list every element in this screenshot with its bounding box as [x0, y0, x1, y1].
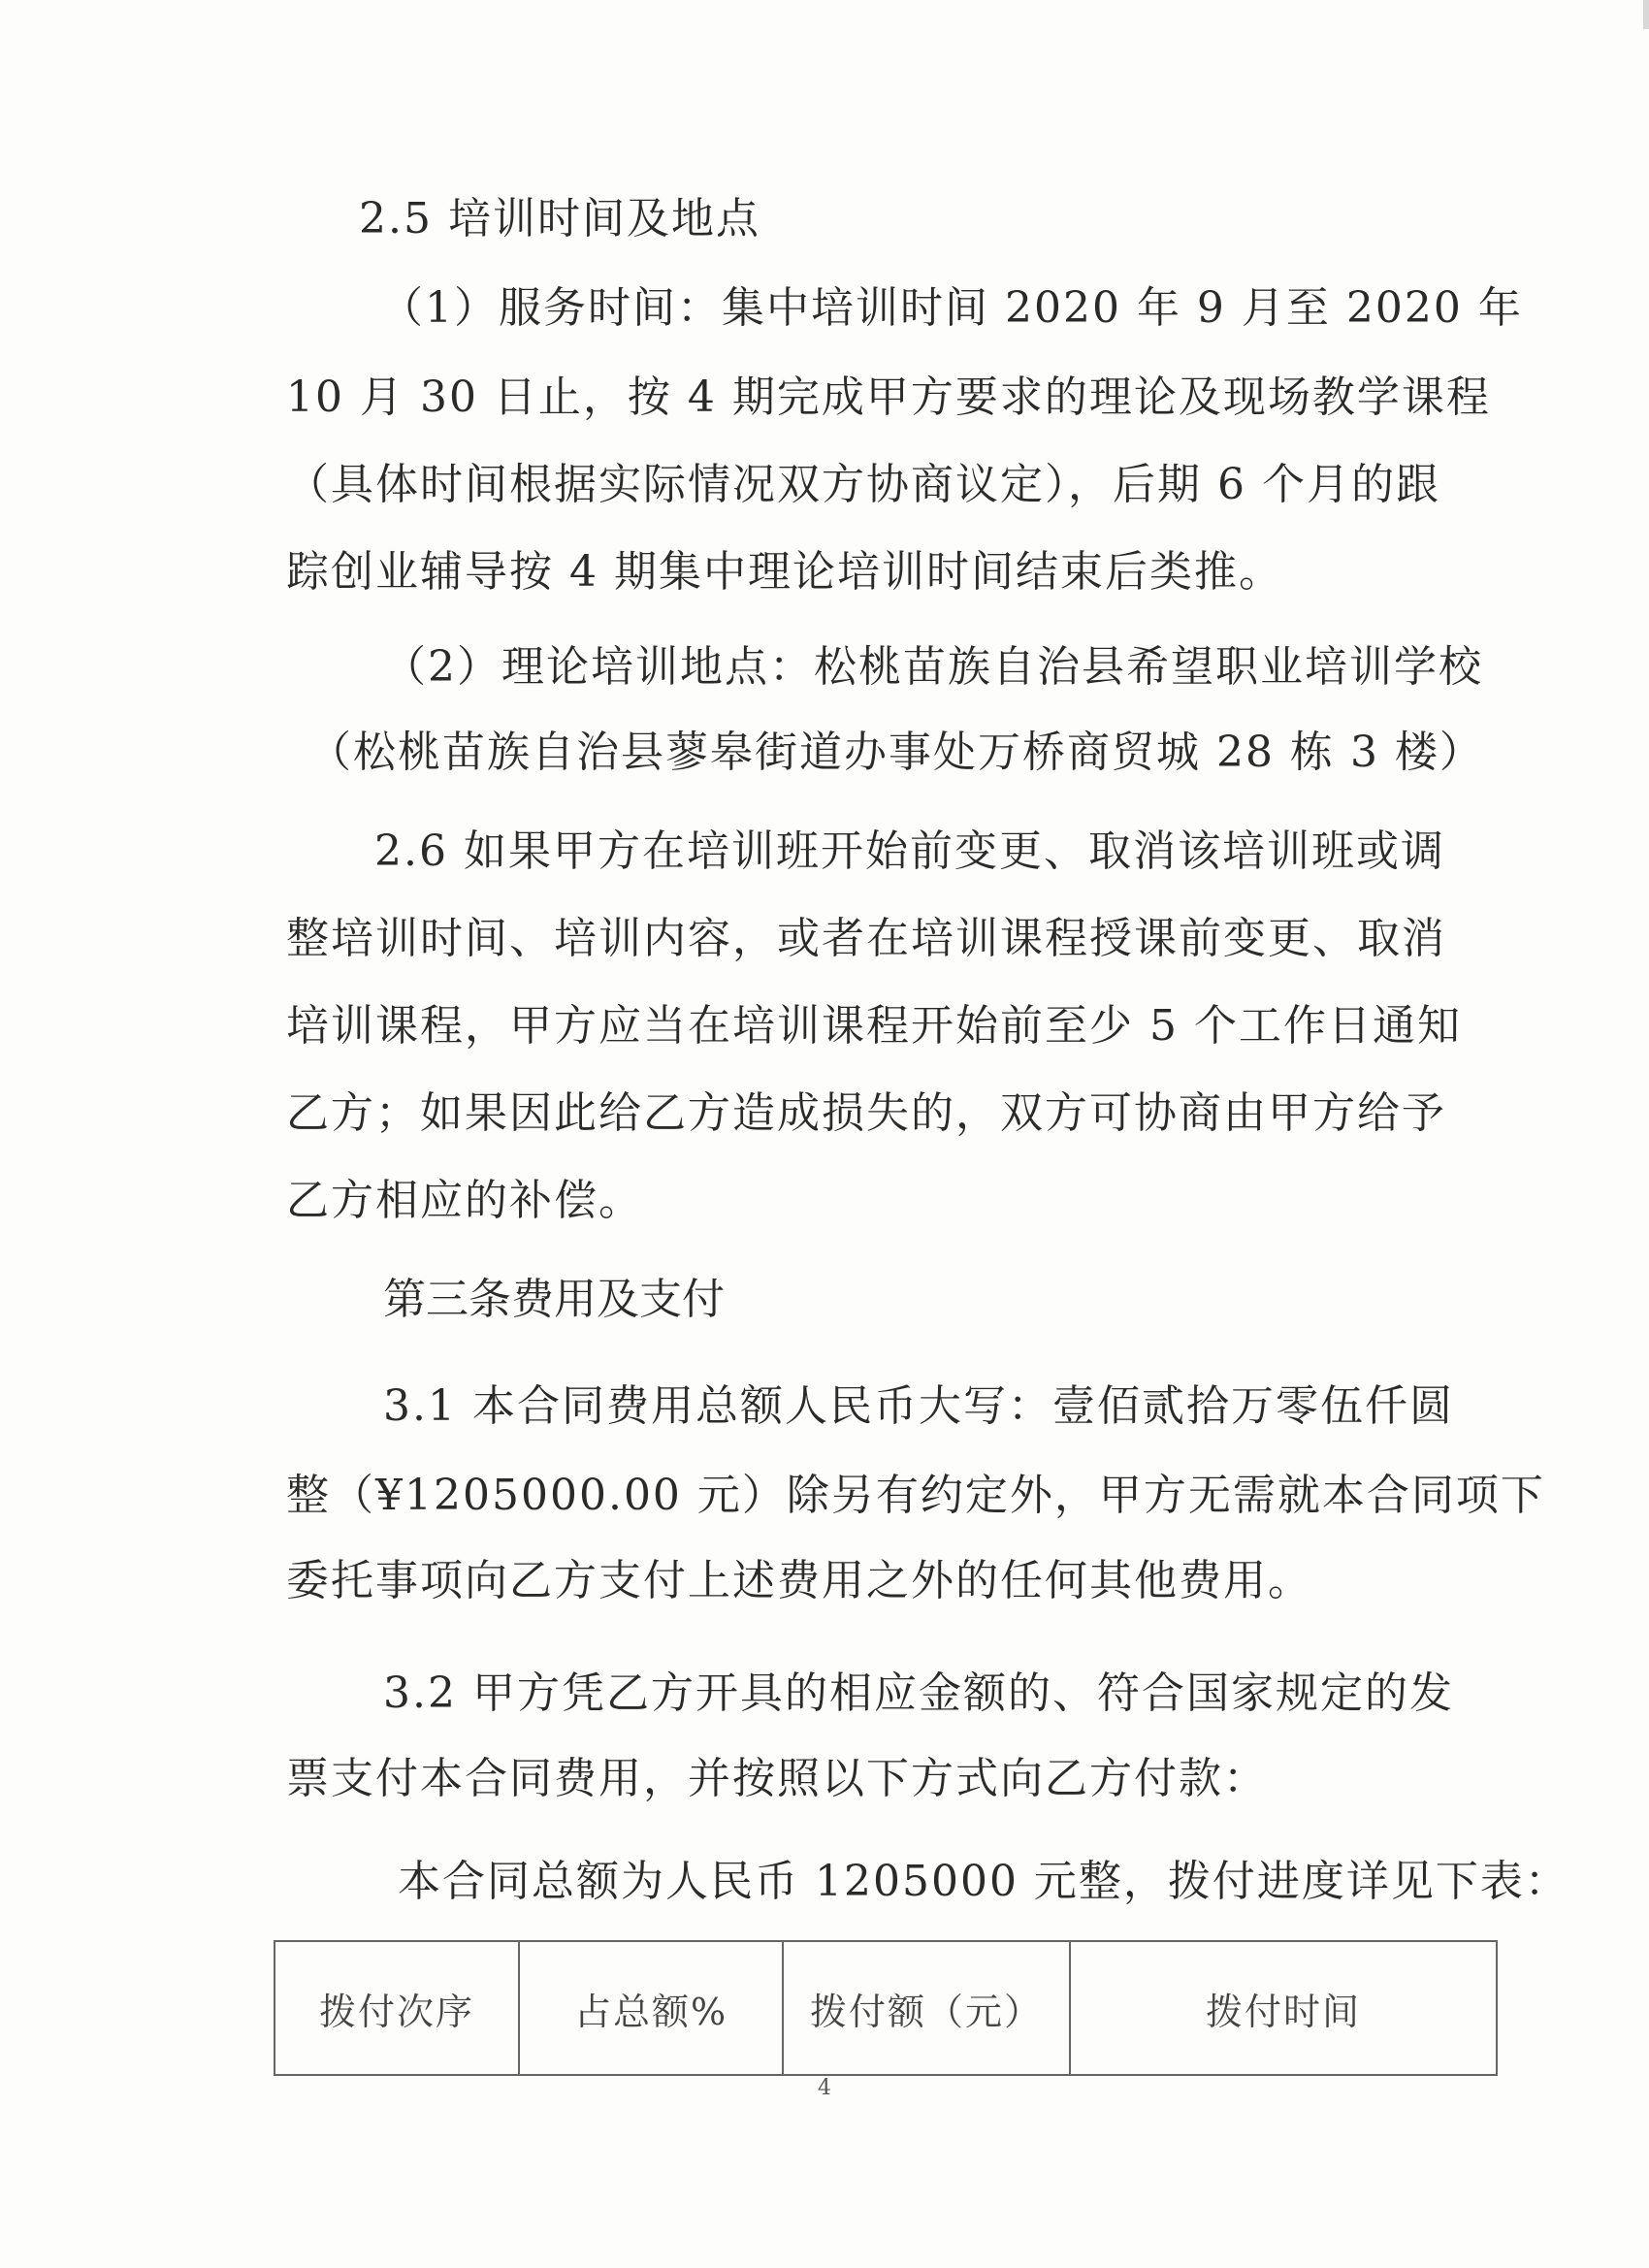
- header-payment-order: 拨付次序: [275, 1941, 519, 2075]
- section-2-6-line4: 乙方；如果因此给乙方造成损失的，双方可协商由甲方给予: [286, 1088, 1446, 1138]
- section-2-6-line3: 培训课程，甲方应当在培训课程开始前至少 5 个工作日通知: [286, 1001, 1462, 1051]
- section-2-6-line5: 乙方相应的补偿。: [286, 1176, 643, 1225]
- section-3-2-line2: 票支付本合同费用，并按照以下方式向乙方付款：: [286, 1754, 1268, 1803]
- table-header-row: [275, 1941, 1497, 2075]
- header-payment-time: 拨付时间: [1070, 1941, 1497, 2075]
- payment-schedule-table: [274, 1940, 1498, 2076]
- section-3-2-line1: 3.2 甲方凭乙方开具的相应金额的、符合国家规定的发: [383, 1669, 1454, 1718]
- section-2-5-item1-line2: 10 月 30 日止，按 4 期完成甲方要求的理论及现场教学课程: [286, 373, 1491, 422]
- section-2-5-title: 2.5 培训时间及地点: [359, 194, 760, 243]
- scan-edge-mark: [1643, 0, 1649, 29]
- section-3-1-line2: 整（¥1205000.00 元）除另有约定外，甲方无需就本合同项下: [286, 1471, 1545, 1520]
- page-number: 4: [818, 2076, 831, 2100]
- header-payment-amount: 拨付额（元）: [783, 1941, 1070, 2075]
- section-2-5-item1-line4: 踪创业辅导按 4 期集中理论培训时间结束后类推。: [286, 547, 1283, 597]
- section-2-5-item1-line3: （具体时间根据实际情况双方协商议定），后期 6 个月的跟: [286, 460, 1440, 509]
- section-2-6-line2: 整培训时间、培训内容，或者在培训课程授课前变更、取消: [286, 914, 1446, 963]
- article-3-title: 第三条费用及支付: [383, 1275, 725, 1324]
- header-percent-total: 占总额%: [519, 1941, 783, 2075]
- section-3-1-line3: 委托事项向乙方支付上述费用之外的任何其他费用。: [286, 1556, 1312, 1605]
- total-amount-line: 本合同总额为人民币 1205000 元整，拨付进度详见下表：: [398, 1857, 1569, 1906]
- section-2-5-item2-line2: （松桃苗族自治县蓼皋街道办事处万桥商贸城 28 栋 3 楼）: [308, 728, 1484, 777]
- section-2-5-item1-line1: （1）服务时间：集中培训时间 2020 年 9 月至 2020 年: [380, 283, 1523, 333]
- section-2-5-item2-line1: （2）理论培训地点：松桃苗族自治县希望职业培训学校: [383, 642, 1483, 692]
- section-2-6-line1: 2.6 如果甲方在培训班开始前变更、取消该培训班或调: [374, 826, 1445, 876]
- section-3-1-line1: 3.1 本合同费用总额人民币大写：壹佰贰拾万零伍仟圆: [383, 1381, 1454, 1431]
